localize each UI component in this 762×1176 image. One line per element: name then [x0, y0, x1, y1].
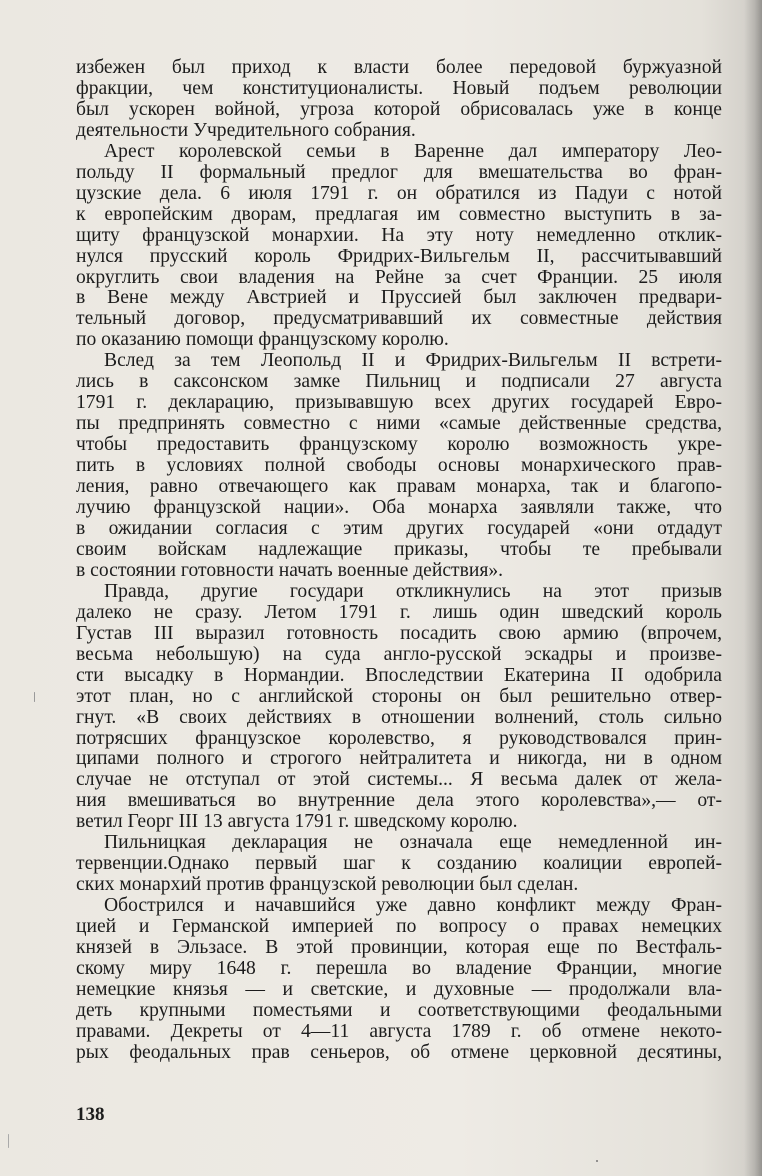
paragraph	[76, 582, 722, 833]
text-line: Пильницкая декларация не означала еще немедленной ин-	[104, 832, 722, 854]
text-line: рых феодальных прав сеньеров, об отмене церковной десятины,	[76, 1041, 722, 1063]
text-line: гнут. «В своих действиях в отношении волнений, столь сильно	[76, 706, 722, 728]
text-line: округлить свои владения на Рейне за счет Франции. 25 июля	[76, 266, 722, 288]
text-line: сти высадку в Нормандии. Впоследствии Екатерина II одобрила	[76, 664, 722, 686]
paragraph	[76, 896, 722, 1064]
text-line: весьма небольшую) на суда англо-русской эскадры и произве-	[76, 643, 722, 665]
text-line: польду II формальный предлог для вмешательства во фран-	[76, 161, 722, 183]
text-line: щиту французской монархии. На эту ноту немедленно отклик-	[76, 224, 722, 246]
text-line: цузские дела. 6 июля 1791 г. он обратился из Падуи с нотой	[76, 182, 722, 204]
text-line: нулся прусский король Фридрих-Вильгельм II, рассчитывавший	[76, 245, 722, 267]
text-line: цией и Германской империей по вопросу о правах немецких	[76, 916, 722, 938]
page-edge-shadow	[744, 0, 762, 1176]
text-line: чтобы предоставить французскому королю возможность укре-	[76, 434, 722, 456]
text-line: пить в условиях полной свободы основы монархического прав-	[76, 455, 722, 477]
text-line: своим войскам надлежащие приказы, чтобы те пребывали	[76, 538, 722, 560]
text-line: этот план, но с английской стороны он был решительно отвер-	[76, 685, 722, 707]
text-line: Вслед за тем Леопольд II и Фридрих-Вильгельм II встрети-	[104, 350, 722, 372]
text-line: деть крупными поместьями и соответствующими феодальными	[76, 999, 722, 1021]
text-line: был ускорен войной, угроза которой обрисовалась уже в конце	[76, 98, 722, 120]
text-line: пы предпринять совместно с ними «самые действенные средства,	[76, 413, 722, 435]
text-line: по оказанию помощи французскому королю.	[76, 329, 449, 351]
paragraph	[76, 833, 722, 896]
text-line: ния вмешиваться во внутренние дела этого королевства»,— от-	[76, 790, 722, 812]
text-line: в ожидании согласия с этим других государей «они отдадут	[76, 517, 722, 539]
text-line: Арест королевской семьи в Варенне дал императору Лео-	[104, 140, 722, 162]
text-line: князей в Эльзасе. В этой провинции, которая еще по Вестфаль-	[76, 937, 722, 959]
text-line: к европейским дворам, предлагая им совместно выступить в за-	[76, 203, 722, 225]
text-line: тервенции.Однако первый шаг к созданию коалиции европей-	[76, 853, 722, 875]
text-line: далеко не сразу. Летом 1791 г. лишь один шведский король	[76, 601, 722, 623]
text-line: Густав III выразил готовность посадить свою армию (впрочем,	[76, 622, 722, 644]
text-line: ления, равно отвечающего как правам монарха, так и благопо-	[76, 476, 722, 498]
paper-speck	[34, 692, 35, 702]
text-line: Обострился и начавшийся уже давно конфликт между Фран-	[104, 895, 722, 917]
text-line: в состоянии готовности начать военные действия».	[76, 559, 504, 581]
paper-speck	[596, 1160, 598, 1162]
text-line: тельный договор, предусматривавший их совместные действия	[76, 308, 722, 330]
text-line: ципами полного и строгого нейтралитета и никогда, ни в одном	[76, 748, 722, 770]
text-line: правами. Декреты от 4—11 августа 1789 г. об отмене некото-	[76, 1020, 722, 1042]
text-line: случае не отступал от этой системы... Я весьма далек от жела-	[76, 769, 722, 791]
text-line: избежен был приход к власти более передовой буржуазной	[76, 57, 722, 78]
text-line: немецкие князья — и светские, и духовные — продолжали вла-	[76, 978, 722, 1000]
text-line: скому миру 1648 г. перешла во владение Франции, многие	[76, 957, 722, 979]
paragraph	[76, 58, 722, 142]
text-line: лись в саксонском замке Пильниц и подписали 27 августа	[76, 371, 722, 393]
page-number: 138	[76, 1104, 105, 1125]
text-line: в Вене между Австрией и Пруссией был заключен предвари-	[76, 287, 722, 309]
paragraph	[76, 142, 722, 352]
text-line: потрясших французское королевство, я руководствовался прин-	[76, 727, 722, 749]
text-line: ских монархий против французской революции был сделан.	[76, 874, 579, 896]
text-line: деятельности Учредительного собрания.	[76, 119, 416, 141]
text-line: лучию французской нации». Оба монарха заявляли также, что	[76, 497, 722, 519]
text-line: фракции, чем конституционалисты. Новый подъем революции	[76, 77, 722, 99]
text-line: 1791 г. декларацию, призывавшую всех других государей Евро-	[76, 392, 722, 414]
text-line: ветил Георг III 13 августа 1791 г. шведскому королю.	[76, 811, 518, 833]
text-line: Правда, другие государи откликнулись на этот призыв	[104, 580, 722, 602]
body-text	[76, 58, 722, 1064]
paper-speck	[8, 1134, 9, 1148]
paragraph	[76, 351, 722, 581]
